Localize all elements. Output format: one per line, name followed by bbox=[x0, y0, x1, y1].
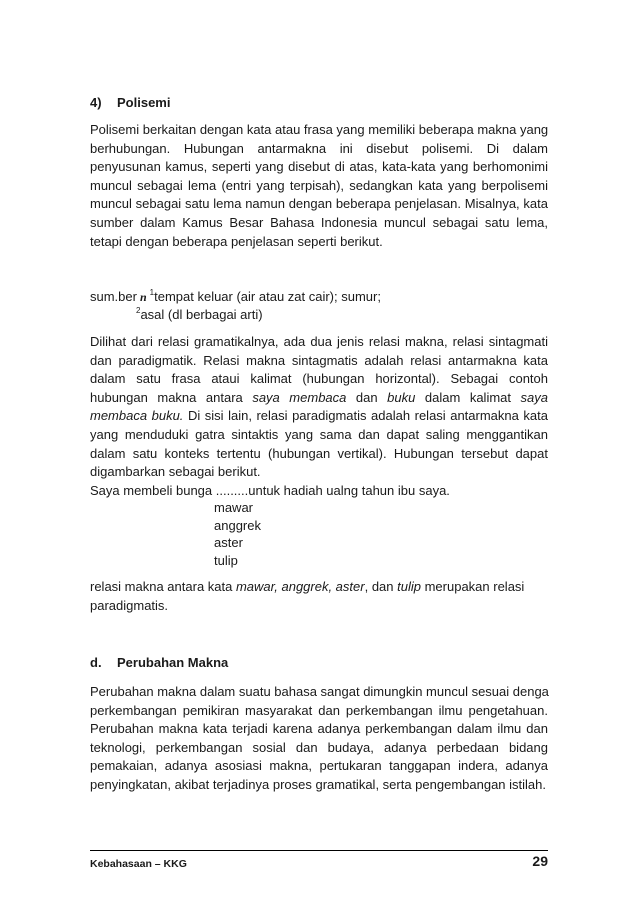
text-run: dalam kalimat bbox=[415, 389, 521, 405]
page-number: 29 bbox=[532, 853, 548, 869]
section-heading-perubahan-makna bbox=[90, 654, 228, 672]
relasi-paragraph bbox=[90, 333, 548, 482]
italic-term: membaca buku. bbox=[90, 408, 184, 424]
paragraph-line: perkembangan pemikiran masyarakat dan perkembangan ilmu pengetahuan. bbox=[90, 702, 548, 718]
paragraph-line: pemakaian, adanya asosiasi makna, pertukaran tanggapan indera, adanya bbox=[90, 758, 548, 774]
paragraph-line: Perubahan makna dalam suatu bahasa sangat dimungkin muncul sesuai denga bbox=[90, 684, 549, 699]
paragraph-line: teknologi, perkembangan sosial dan budaya, adanya perbedaan bidang bbox=[90, 739, 548, 755]
paragraph-line: paradigmatis. bbox=[90, 597, 169, 613]
footer-title: Kebahasaan – KKG bbox=[90, 858, 187, 870]
sense-text: asal (dl berbagai arti) bbox=[140, 307, 263, 322]
section-number: d. bbox=[90, 655, 102, 670]
perubahan-makna-paragraph bbox=[90, 683, 548, 795]
footer-divider bbox=[90, 850, 548, 851]
dictionary-sense-2 bbox=[136, 302, 263, 324]
section-heading-polisemi bbox=[90, 94, 170, 112]
paragraph-line bbox=[90, 578, 548, 597]
text-run: relasi makna antara kata bbox=[90, 579, 236, 594]
paragraph-line: yang menduduki gatra sintaktis yang sama dan dapat saling menggantikan bbox=[90, 426, 548, 442]
paragraph-line: digambarkan sebagai berikut. bbox=[90, 464, 261, 480]
sense-text: tempat keluar (air atau zat cair); sumur; bbox=[154, 289, 381, 304]
section-title: Polisemi bbox=[117, 95, 171, 110]
paragraph-line: tetapi dengan beberapa penjelasan seperti berikut. bbox=[90, 233, 383, 249]
italic-term: tulip bbox=[397, 579, 421, 594]
italic-term: mawar, anggrek, aster bbox=[235, 579, 365, 594]
italic-term: buku bbox=[387, 389, 416, 405]
paragraph-line: muncul sebagai satu lema namun dengan beberapa penjelasan. Misalnya, kata bbox=[90, 196, 548, 212]
italic-term: saya membaca bbox=[252, 389, 347, 405]
paragraph-line: dan paradigmatik. Relasi makna sintagmatis adalah relasi antarmakna kata bbox=[90, 352, 548, 368]
paragraph-line: dalam satu konteks tertentu (hubungan vertikal). Hubungan tersebut dapat bbox=[90, 445, 548, 461]
list-item: aster bbox=[214, 535, 243, 551]
paragraph-line bbox=[90, 407, 548, 426]
paragraph-line: Dilihat dari relasi gramatikalnya, ada dua jenis relasi makna, relasi sintagmati bbox=[90, 334, 548, 349]
paragraph-line: penyingkatan, akibat terjadinya proses gramatikal, serta pengembangan istilah. bbox=[90, 776, 546, 792]
sense-number: 1 bbox=[149, 288, 155, 297]
list-item: anggrek bbox=[214, 517, 261, 533]
list-item: mawar bbox=[214, 500, 254, 515]
paragraph-line: penyusunan kamus, seperti yang disebut di atas, kata-kata yang berhomonimi bbox=[90, 159, 548, 175]
paragraph-line: dalam satu frasa ataui kalimat (hubungan horizontal). Sebagai contoh bbox=[90, 371, 548, 387]
paragraph-line: Perubahan makna kata terjadi karena adanya perkembangan dalam ilmu dan bbox=[90, 721, 548, 737]
text-run: merupakan relasi bbox=[420, 579, 525, 594]
text-run: dan bbox=[346, 389, 388, 405]
paragraph-line: sumber dalam Kamus Besar Bahasa Indonesia muncul sebagai satu lema, bbox=[90, 214, 548, 230]
entry-headword: sum.ber bbox=[90, 289, 137, 304]
list-item: tulip bbox=[214, 553, 238, 569]
text-run: , dan bbox=[364, 579, 398, 594]
paradigm-word-list bbox=[214, 499, 261, 570]
section-title: Perubahan Makna bbox=[117, 655, 229, 670]
section-number: 4) bbox=[90, 95, 102, 110]
text-run: hubungan makna antara bbox=[90, 389, 253, 405]
conclusion-paragraph bbox=[90, 578, 548, 615]
entry-part-of-speech: n bbox=[139, 290, 147, 304]
example-sentence: Saya membeli bunga .........untuk hadiah ualng tahun ibu saya. bbox=[90, 483, 450, 498]
paragraph-line: Polisemi berkaitan dengan kata atau frasa yang memiliki beberapa makna yang bbox=[90, 122, 549, 137]
paragraph-line: berhubungan. Hubungan antarmakna ini disebut polisemi. Di dalam bbox=[90, 140, 548, 156]
italic-term: saya bbox=[520, 389, 549, 405]
paragraph-line: muncul sebagai lema (entri yang terpisah), sedangkan kata yang berpolisemi bbox=[90, 177, 548, 193]
polisemi-paragraph bbox=[90, 121, 548, 251]
paragraph-line bbox=[90, 389, 548, 408]
text-run: Di sisi lain, relasi paradigmatis adalah relasi antarmakna kata bbox=[183, 408, 548, 424]
sense-number: 2 bbox=[136, 306, 141, 315]
